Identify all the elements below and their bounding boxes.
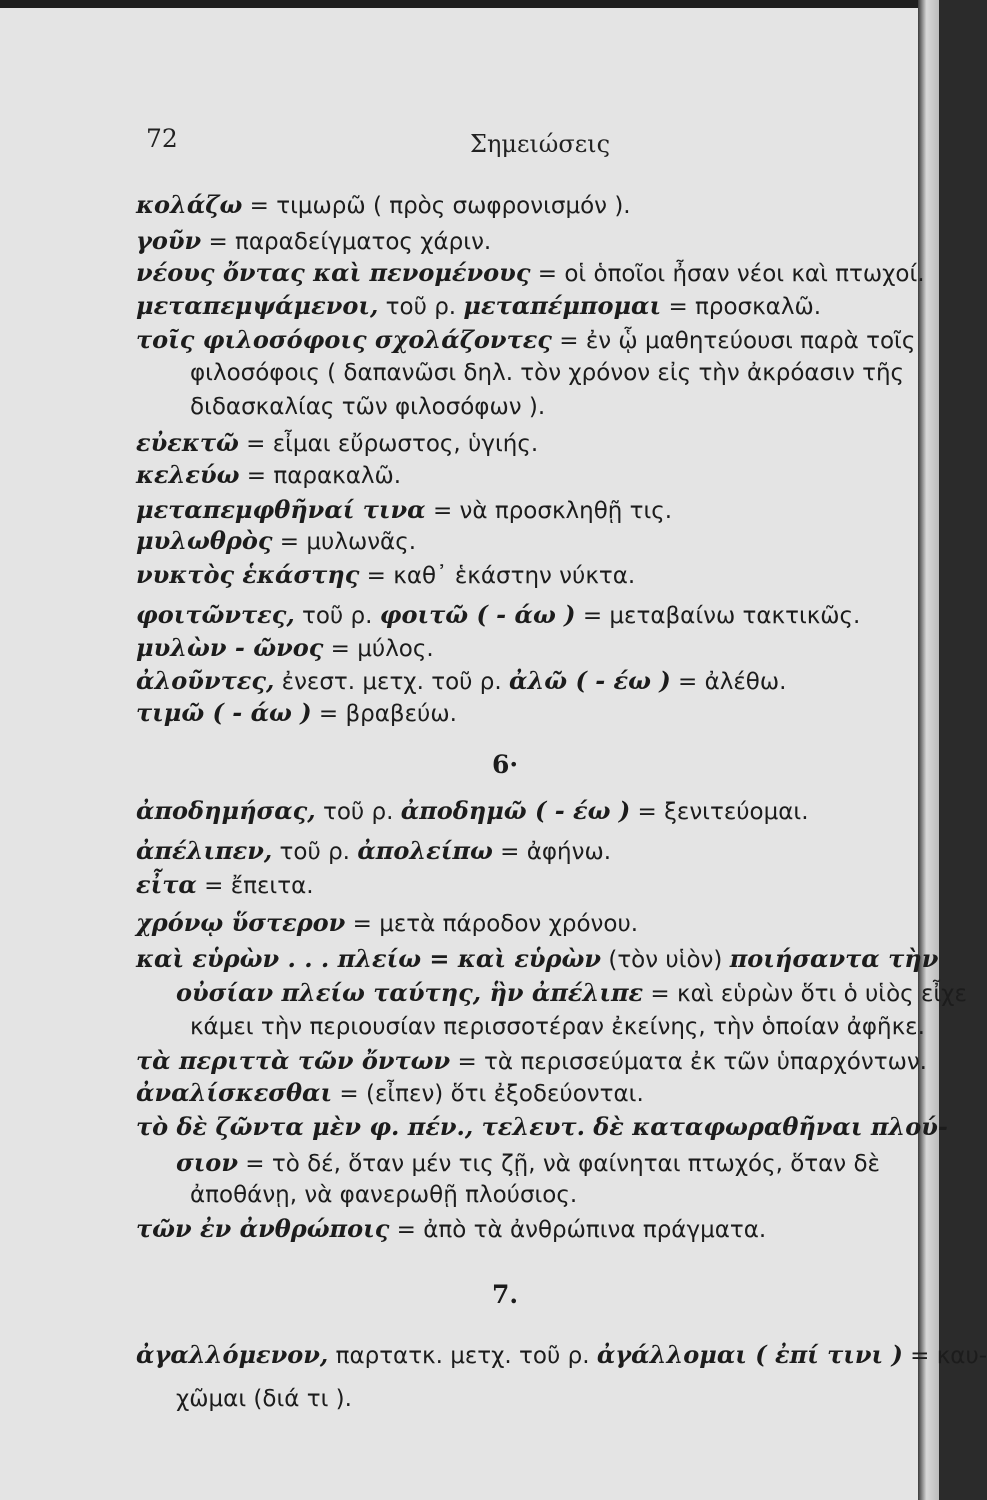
gloss-text: κάμει τὴν περιουσίαν περισσοτέραν ἐκείνης, τὴν ὁποίαν ἀφῆκε. bbox=[190, 1014, 925, 1040]
gloss-text: = οἱ ὁποῖοι ἦσαν νέοι καὶ πτωχοί. bbox=[530, 261, 925, 287]
gloss-text: = καυ- bbox=[902, 1343, 987, 1369]
gloss-line bbox=[136, 944, 938, 973]
gloss-text: = μυλωνᾶς. bbox=[272, 529, 417, 555]
glossary-term: τοῖς φιλοσόφοις σχολάζοντες bbox=[136, 325, 552, 354]
gloss-text: τοῦ ρ. bbox=[378, 294, 464, 320]
gloss-text: = ἔπειτα. bbox=[196, 873, 314, 899]
gloss-text: φιλοσόφοις ( δαπανῶσι δηλ. τὸν χρόνον εἰς τὴν ἀκρόασιν τῆς bbox=[190, 360, 905, 386]
gloss-text: = ἀλέθω. bbox=[670, 669, 787, 695]
gloss-line bbox=[136, 698, 457, 727]
gloss-text: = (εἶπεν) ὅτι ἐξοδεύονται. bbox=[332, 1081, 644, 1107]
gloss-text: = βραβεύω. bbox=[311, 701, 457, 727]
glossary-term: οὐσίαν πλείω ταύτης, ἣν ἀπέλιπε bbox=[176, 978, 644, 1007]
glossary-term: ἀποδημήσας, bbox=[136, 796, 316, 825]
gloss-text: = καθ᾽ ἑκάστην νύκτα. bbox=[359, 563, 636, 589]
gloss-line bbox=[176, 1384, 352, 1412]
gloss-line bbox=[136, 226, 491, 255]
glossary-term: ποιήσαντα τὴν bbox=[729, 944, 939, 973]
glossary-term: φοιτῶ ( - άω ) bbox=[379, 600, 576, 629]
gloss-line bbox=[136, 1078, 644, 1107]
gloss-text: = ξενιτεύομαι. bbox=[630, 799, 809, 825]
gloss-line bbox=[136, 908, 638, 937]
gloss-text: (τὸν υἱὸν) bbox=[601, 947, 730, 973]
gloss-line bbox=[136, 560, 635, 589]
gloss-text: = παραδείγματος χάριν. bbox=[201, 229, 492, 255]
glossary-term: νέους ὄντας καὶ πενομένους bbox=[136, 258, 531, 287]
gloss-line bbox=[136, 258, 925, 287]
gloss-text: ἐνεστ. μετχ. τοῦ ρ. bbox=[274, 669, 509, 695]
gloss-text: = μεταβαίνω τακτικῶς. bbox=[575, 603, 861, 629]
glossary-term: ἀποδημῶ ( - έω ) bbox=[400, 796, 631, 825]
glossary-term: κολάζω bbox=[136, 190, 243, 219]
gloss-line bbox=[136, 1112, 948, 1141]
glossary-term: μεταπέμπομαι bbox=[463, 291, 662, 320]
gloss-line bbox=[176, 1148, 880, 1177]
glossary-term: μυλὼν - ῶνος bbox=[136, 633, 324, 662]
book-page bbox=[0, 8, 987, 1500]
glossary-term: νυκτὸς ἑκάστης bbox=[136, 560, 360, 589]
gloss-text: τοῦ ρ. bbox=[315, 799, 401, 825]
gloss-text: χῶμαι (διά τι ). bbox=[176, 1386, 352, 1412]
glossary-term: τιμῶ ( - άω ) bbox=[136, 698, 312, 727]
glossary-term: εἶτα bbox=[136, 870, 197, 899]
running-title: Σημειώσεις bbox=[470, 130, 611, 158]
section-heading-7: 7. bbox=[492, 1280, 519, 1309]
glossary-term: τῶν ἐν ἀνθρώποις bbox=[136, 1214, 390, 1243]
glossary-term: σιον bbox=[176, 1148, 238, 1177]
gloss-line bbox=[136, 325, 915, 354]
gloss-line bbox=[136, 1340, 987, 1369]
gloss-line bbox=[136, 870, 314, 899]
gloss-text: = τὸ δέ, ὅταν μέν τις ζῇ, νὰ φαίνηται πτωχός, ὅταν δὲ bbox=[237, 1151, 880, 1177]
gloss-line bbox=[136, 495, 672, 524]
gloss-line bbox=[136, 291, 821, 320]
gloss-line bbox=[136, 836, 611, 865]
glossary-term: μυλωθρὸς bbox=[136, 526, 273, 555]
gloss-line bbox=[136, 526, 416, 555]
book-gutter bbox=[918, 0, 939, 1500]
glossary-term: ἀναλίσκεσθαι bbox=[136, 1078, 333, 1107]
gloss-line bbox=[136, 633, 434, 662]
glossary-term: καὶ εὑρὼν . . . πλείω = καὶ εὑρὼν bbox=[136, 944, 602, 973]
gloss-text: = ἀφήνω. bbox=[492, 839, 612, 865]
gloss-text: = μύλος. bbox=[323, 636, 434, 662]
gloss-text: = ἐν ᾧ μαθητεύουσι παρὰ τοῖς bbox=[551, 328, 916, 354]
gloss-text: παρτατκ. μετχ. τοῦ ρ. bbox=[328, 1343, 597, 1369]
glossary-term: ἀπολείπω bbox=[357, 836, 493, 865]
gloss-text: τοῦ ρ. bbox=[272, 839, 358, 865]
gloss-line bbox=[190, 1180, 577, 1208]
glossary-term: ἀγάλλομαι ( ἐπί τινι ) bbox=[596, 1340, 903, 1369]
gloss-text: = μετὰ πάροδον χρόνου. bbox=[345, 911, 639, 937]
gloss-line bbox=[136, 666, 786, 695]
gloss-text: = ἀπὸ τὰ ἀνθρώπινα πράγματα. bbox=[389, 1217, 767, 1243]
page-number: 72 bbox=[146, 124, 178, 153]
gloss-line bbox=[190, 392, 545, 420]
glossary-term: μεταπεμψάμενοι, bbox=[136, 291, 379, 320]
glossary-term: εὐεκτῶ bbox=[136, 428, 239, 457]
glossary-term: κελεύω bbox=[136, 460, 240, 489]
gloss-line bbox=[136, 428, 538, 457]
glossary-term: ἀλῶ ( - έω ) bbox=[508, 666, 671, 695]
gloss-line bbox=[136, 190, 631, 219]
glossary-term: μεταπεμφθῆναί τινα bbox=[136, 495, 426, 524]
glossary-term: τὰ περιττὰ τῶν ὄντων bbox=[136, 1046, 451, 1075]
gloss-text: = προσκαλῶ. bbox=[661, 294, 822, 320]
gloss-text: = τιμωρῶ ( πρὸς σωφρονισμόν ). bbox=[242, 193, 631, 219]
gloss-line bbox=[190, 1012, 925, 1040]
gloss-line bbox=[136, 600, 860, 629]
gloss-text: διδασκαλίας τῶν φιλοσόφων ). bbox=[190, 394, 546, 420]
section-heading-6: 6· bbox=[492, 750, 519, 779]
gloss-text: ἀποθάνῃ, νὰ φανερωθῇ πλούσιος. bbox=[190, 1182, 578, 1208]
gloss-line bbox=[136, 796, 809, 825]
gloss-text: τοῦ ρ. bbox=[294, 603, 380, 629]
glossary-term: γοῦν bbox=[136, 226, 202, 255]
gloss-text: = νὰ προσκληθῇ τις. bbox=[425, 498, 673, 524]
glossary-term: χρόνῳ ὕστερον bbox=[136, 908, 346, 937]
gloss-text: = τὰ περισσεύματα ἐκ τῶν ὑπαρχόντων. bbox=[450, 1049, 927, 1075]
gloss-line bbox=[136, 1046, 927, 1075]
glossary-term: φοιτῶντες, bbox=[136, 600, 295, 629]
glossary-term: ἀλοῦντες, bbox=[136, 666, 275, 695]
gloss-text: = καὶ εὑρὼν ὅτι ὁ υἱὸς εἶχε bbox=[643, 981, 967, 1007]
glossary-term: τὸ δὲ ζῶντα μὲν φ. πέν., τελευτ. δὲ καταφωραθῆναι πλού- bbox=[136, 1112, 948, 1141]
gloss-line bbox=[190, 358, 904, 386]
glossary-term: ἀπέλιπεν, bbox=[136, 836, 273, 865]
gloss-line bbox=[136, 1214, 766, 1243]
gloss-line bbox=[176, 978, 967, 1007]
gloss-text: = παρακαλῶ. bbox=[239, 463, 402, 489]
gloss-line bbox=[136, 460, 401, 489]
glossary-term: ἀγαλλόμενον, bbox=[136, 1340, 329, 1369]
gloss-text: = εἶμαι εὔρωστος, ὑγιής. bbox=[238, 431, 539, 457]
